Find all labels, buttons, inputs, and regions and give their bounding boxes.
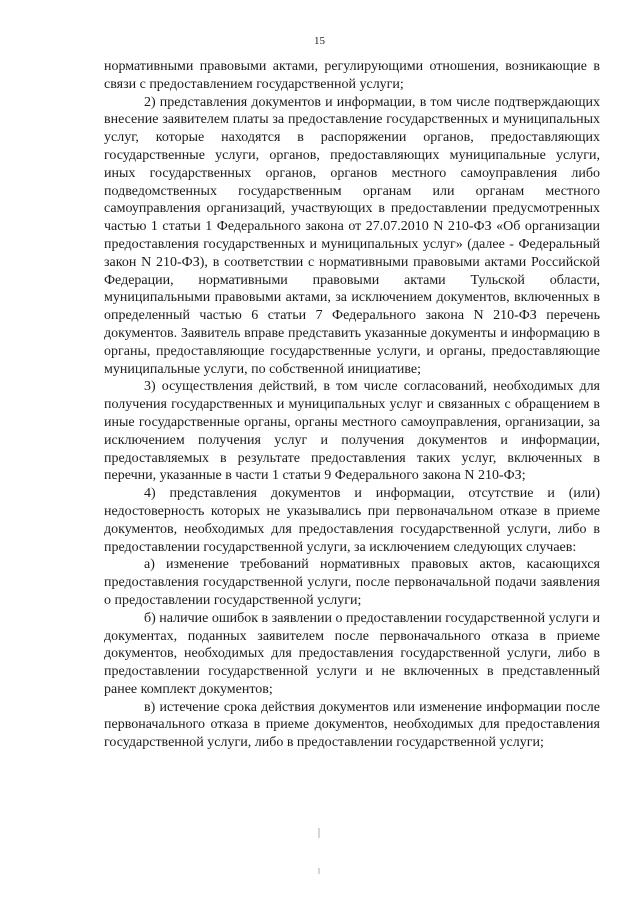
paragraph-subitem-v: в) истечение срока действия документов или изменение информации после первоначального отказа в приеме документов, необходимых для предоставления государственной услуги, либо в предоставлении государственной услуги; <box>104 699 600 751</box>
paragraph-item-3: 3) осуществления действий, в том числе согласований, необходимых для получения государственных и муниципальных услуг и связанных с обращением в иные государственные органы, органы местного самоуправления, организации, за исключением получения услуг и получения документов и информации, предоставляемых в результате предоставления таких услуг, включенных в перечни, указанные в части 1 статьи 9 Федерального закона N 210-ФЗ; <box>104 379 600 484</box>
paragraph-subitem-b: б) наличие ошибок в заявлении о предоставлении государственной услуги и документах, поданных заявителем после первоначального отказа в приеме документов, необходимых для предоставления государственной услуги, либо в предоставлении государственной услуги и не включенных в представленный ранее комплект документов; <box>104 610 600 697</box>
scan-artifact-mark <box>318 868 320 874</box>
paragraph-item-2: 2) представления документов и информации, в том числе подтверждающих внесение заявителем платы за предоставление государственных и муниципальных услуг, которые находятся в распоряжении органов, предоставляющих государственные услуги, органов, предоставляющих муниципальные услуги, иных государственных органов, органов местного самоуправления либо подведомственных государственным органам или органам местного самоуправления организаций, участвующих в предоставлении предусмотренных частью 1 статьи 1 Федерального закона от 27.07.2010 N 210-ФЗ «Об организации предоставления государственных и муниципальных услуг» (далее - Федеральный закон N 210-ФЗ), в соответствии с нормативными правовыми актами Российской Федерации, нормативными правовыми актами Тульской области, муниципальными правовыми актами, за исключением документов, включенных в определенный частью 6 статьи 7 Федерального закона N 210-ФЗ перечень документов. Заявитель вправе представить указанные документы и информацию в органы, предоставляющие государственные услуги, и органы, предоставляющие муниципальные услуги, по собственной инициативе; <box>104 94 600 377</box>
page-number: 15 <box>314 35 325 47</box>
document-body <box>104 58 600 752</box>
scan-artifact-mark <box>318 828 320 838</box>
paragraph-continuation: нормативными правовыми актами, регулирующими отношения, возникающие в связи с предоставлением государственной услуги; <box>104 59 600 92</box>
paragraph-subitem-a: а) изменение требований нормативных правовых актов, касающихся предоставления государственной услуги, после первоначальной подачи заявления о предоставлении государственной услуги; <box>104 557 600 608</box>
paragraph-item-4: 4) представления документов и информации, отсутствие и (или) недостоверность которых не указывались при первоначальном отказе в приеме документов, необходимых для предоставления государственной услуги, либо в предоставлении государственной услуги, за исключением следующих случаев: <box>104 486 600 555</box>
